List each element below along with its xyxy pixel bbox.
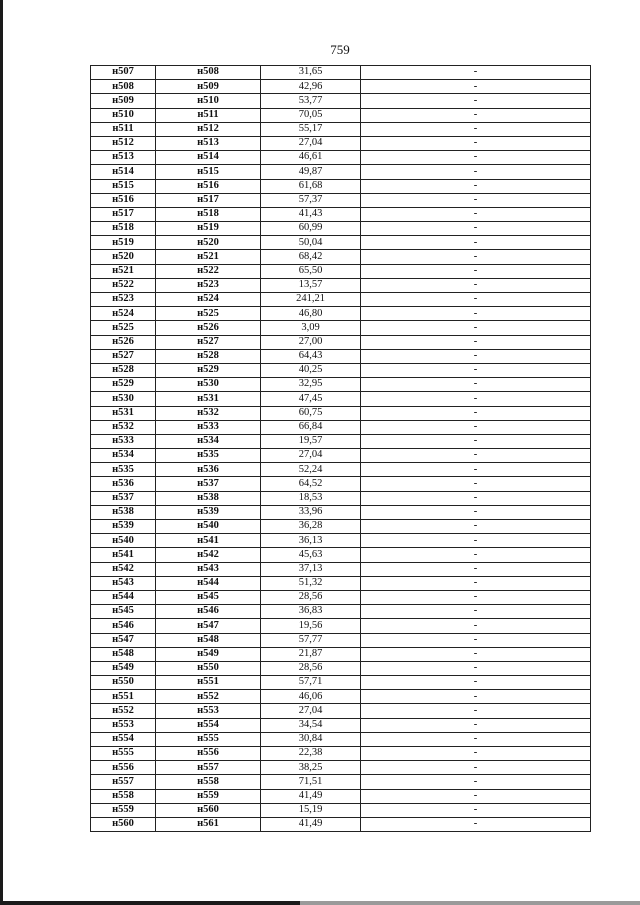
distance-cell: 19,57 [261,434,361,448]
note-cell: - [361,207,591,221]
to-point-cell: н540 [156,520,261,534]
distance-cell: 50,04 [261,236,361,250]
table-row [91,619,591,633]
table-row [91,420,591,434]
from-point-cell: н556 [91,761,156,775]
distance-cell: 46,61 [261,151,361,165]
from-point-cell: н558 [91,789,156,803]
note-cell: - [361,122,591,136]
to-point-cell: н549 [156,647,261,661]
note-cell: - [361,505,591,519]
to-point-cell: н515 [156,165,261,179]
to-point-cell: н543 [156,562,261,576]
from-point-cell: н560 [91,817,156,831]
from-point-cell: н511 [91,122,156,136]
from-point-cell: н525 [91,321,156,335]
table-row [91,576,591,590]
note-cell: - [361,449,591,463]
table-row [91,307,591,321]
note-cell: - [361,108,591,122]
distance-cell: 55,17 [261,122,361,136]
table-row [91,775,591,789]
from-point-cell: н559 [91,803,156,817]
distance-cell: 37,13 [261,562,361,576]
note-cell: - [361,264,591,278]
note-cell: - [361,534,591,548]
note-cell: - [361,463,591,477]
boundary-points-table [90,65,591,832]
from-point-cell: н543 [91,576,156,590]
from-point-cell: н539 [91,520,156,534]
note-cell: - [361,363,591,377]
note-cell: - [361,179,591,193]
distance-cell: 41,49 [261,817,361,831]
table-row [91,647,591,661]
from-point-cell: н550 [91,676,156,690]
to-point-cell: н519 [156,222,261,236]
table-row [91,718,591,732]
table-row [91,491,591,505]
note-cell: - [361,576,591,590]
table-row [91,108,591,122]
from-point-cell: н520 [91,250,156,264]
note-cell: - [361,803,591,817]
from-point-cell: н517 [91,207,156,221]
table-row [91,548,591,562]
distance-cell: 52,24 [261,463,361,477]
table-row [91,732,591,746]
to-point-cell: н553 [156,704,261,718]
to-point-cell: н528 [156,349,261,363]
distance-cell: 45,63 [261,548,361,562]
from-point-cell: н528 [91,363,156,377]
note-cell: - [361,775,591,789]
table-row [91,378,591,392]
from-point-cell: н555 [91,747,156,761]
to-point-cell: н513 [156,136,261,150]
to-point-cell: н532 [156,406,261,420]
note-cell: - [361,151,591,165]
from-point-cell: н534 [91,449,156,463]
from-point-cell: н536 [91,477,156,491]
table-row [91,690,591,704]
from-point-cell: н509 [91,94,156,108]
to-point-cell: н521 [156,250,261,264]
to-point-cell: н508 [156,66,261,80]
distance-cell: 57,37 [261,193,361,207]
to-point-cell: н531 [156,392,261,406]
distance-cell: 36,83 [261,605,361,619]
to-point-cell: н551 [156,676,261,690]
from-point-cell: н522 [91,278,156,292]
table-row [91,477,591,491]
to-point-cell: н548 [156,633,261,647]
to-point-cell: н541 [156,534,261,548]
distance-cell: 41,43 [261,207,361,221]
table-row [91,817,591,831]
note-cell: - [361,789,591,803]
distance-cell: 42,96 [261,80,361,94]
note-cell: - [361,222,591,236]
note-cell: - [361,278,591,292]
table-row [91,789,591,803]
note-cell: - [361,520,591,534]
distance-cell: 28,56 [261,590,361,604]
note-cell: - [361,633,591,647]
to-point-cell: н546 [156,605,261,619]
distance-cell: 27,04 [261,136,361,150]
from-point-cell: н519 [91,236,156,250]
to-point-cell: н535 [156,449,261,463]
note-cell: - [361,690,591,704]
distance-cell: 64,43 [261,349,361,363]
table-row [91,562,591,576]
from-point-cell: н523 [91,293,156,307]
table-row [91,136,591,150]
distance-cell: 60,75 [261,406,361,420]
from-point-cell: н541 [91,548,156,562]
table-row [91,463,591,477]
distance-cell: 46,06 [261,690,361,704]
note-cell: - [361,747,591,761]
to-point-cell: н536 [156,463,261,477]
to-point-cell: н523 [156,278,261,292]
from-point-cell: н531 [91,406,156,420]
distance-cell: 41,49 [261,789,361,803]
distance-cell: 27,04 [261,704,361,718]
distance-cell: 21,87 [261,647,361,661]
to-point-cell: н530 [156,378,261,392]
distance-cell: 70,05 [261,108,361,122]
to-point-cell: н547 [156,619,261,633]
distance-cell: 46,80 [261,307,361,321]
note-cell: - [361,491,591,505]
from-point-cell: н535 [91,463,156,477]
table-row [91,434,591,448]
table-row [91,335,591,349]
note-cell: - [361,250,591,264]
to-point-cell: н527 [156,335,261,349]
scan-bottom-edge-grey [300,901,640,905]
to-point-cell: н533 [156,420,261,434]
to-point-cell: н558 [156,775,261,789]
table-row [91,293,591,307]
table-row [91,605,591,619]
note-cell: - [361,434,591,448]
table-row [91,392,591,406]
table-row [91,179,591,193]
distance-cell: 22,38 [261,747,361,761]
note-cell: - [361,392,591,406]
distance-cell: 33,96 [261,505,361,519]
distance-cell: 13,57 [261,278,361,292]
table-row [91,193,591,207]
note-cell: - [361,335,591,349]
note-cell: - [361,321,591,335]
distance-cell: 61,68 [261,179,361,193]
to-point-cell: н517 [156,193,261,207]
table-row [91,264,591,278]
distance-cell: 47,45 [261,392,361,406]
table-row [91,207,591,221]
to-point-cell: н542 [156,548,261,562]
distance-cell: 57,71 [261,676,361,690]
from-point-cell: н540 [91,534,156,548]
table-row [91,236,591,250]
page-number: 759 [330,42,350,57]
table-row [91,661,591,675]
distance-cell: 38,25 [261,761,361,775]
to-point-cell: н537 [156,477,261,491]
from-point-cell: н538 [91,505,156,519]
note-cell: - [361,704,591,718]
distance-cell: 64,52 [261,477,361,491]
distance-cell: 241,21 [261,293,361,307]
distance-cell: 36,13 [261,534,361,548]
distance-cell: 27,04 [261,449,361,463]
from-point-cell: н521 [91,264,156,278]
distance-cell: 27,00 [261,335,361,349]
from-point-cell: н515 [91,179,156,193]
from-point-cell: н557 [91,775,156,789]
distance-cell: 18,53 [261,491,361,505]
note-cell: - [361,661,591,675]
distance-cell: 65,50 [261,264,361,278]
note-cell: - [361,817,591,831]
table-row [91,406,591,420]
table-body [91,66,591,832]
note-cell: - [361,718,591,732]
scan-left-edge [0,0,3,905]
distance-cell: 3,09 [261,321,361,335]
note-cell: - [361,420,591,434]
note-cell: - [361,378,591,392]
distance-cell: 71,51 [261,775,361,789]
from-point-cell: н542 [91,562,156,576]
distance-cell: 28,56 [261,661,361,675]
note-cell: - [361,732,591,746]
note-cell: - [361,307,591,321]
table-row [91,122,591,136]
to-point-cell: н516 [156,179,261,193]
table-row [91,165,591,179]
table-row [91,66,591,80]
note-cell: - [361,66,591,80]
to-point-cell: н561 [156,817,261,831]
to-point-cell: н552 [156,690,261,704]
from-point-cell: н544 [91,590,156,604]
to-point-cell: н555 [156,732,261,746]
to-point-cell: н526 [156,321,261,335]
from-point-cell: н545 [91,605,156,619]
to-point-cell: н509 [156,80,261,94]
table-row [91,449,591,463]
to-point-cell: н544 [156,576,261,590]
table-row [91,633,591,647]
to-point-cell: н514 [156,151,261,165]
note-cell: - [361,293,591,307]
to-point-cell: н545 [156,590,261,604]
note-cell: - [361,236,591,250]
to-point-cell: н512 [156,122,261,136]
from-point-cell: н552 [91,704,156,718]
table-row [91,250,591,264]
note-cell: - [361,406,591,420]
distance-cell: 68,42 [261,250,361,264]
from-point-cell: н513 [91,151,156,165]
to-point-cell: н554 [156,718,261,732]
to-point-cell: н510 [156,94,261,108]
distance-cell: 40,25 [261,363,361,377]
distance-cell: 51,32 [261,576,361,590]
from-point-cell: н507 [91,66,156,80]
from-point-cell: н529 [91,378,156,392]
distance-cell: 34,54 [261,718,361,732]
table-row [91,761,591,775]
table-row [91,747,591,761]
from-point-cell: н512 [91,136,156,150]
table-row [91,590,591,604]
note-cell: - [361,94,591,108]
to-point-cell: н560 [156,803,261,817]
from-point-cell: н537 [91,491,156,505]
note-cell: - [361,165,591,179]
note-cell: - [361,136,591,150]
from-point-cell: н510 [91,108,156,122]
to-point-cell: н524 [156,293,261,307]
note-cell: - [361,676,591,690]
distance-cell: 49,87 [261,165,361,179]
from-point-cell: н546 [91,619,156,633]
distance-cell: 30,84 [261,732,361,746]
table-row [91,80,591,94]
note-cell: - [361,647,591,661]
to-point-cell: н511 [156,108,261,122]
from-point-cell: н532 [91,420,156,434]
from-point-cell: н514 [91,165,156,179]
distance-cell: 32,95 [261,378,361,392]
distance-cell: 53,77 [261,94,361,108]
from-point-cell: н516 [91,193,156,207]
table-row [91,222,591,236]
note-cell: - [361,548,591,562]
to-point-cell: н518 [156,207,261,221]
table-row [91,321,591,335]
to-point-cell: н522 [156,264,261,278]
distance-cell: 19,56 [261,619,361,633]
table-row [91,676,591,690]
note-cell: - [361,562,591,576]
table-row [91,349,591,363]
table-row [91,803,591,817]
from-point-cell: н549 [91,661,156,675]
note-cell: - [361,605,591,619]
from-point-cell: н530 [91,392,156,406]
to-point-cell: н520 [156,236,261,250]
distance-cell: 66,84 [261,420,361,434]
to-point-cell: н559 [156,789,261,803]
note-cell: - [361,590,591,604]
from-point-cell: н526 [91,335,156,349]
note-cell: - [361,349,591,363]
to-point-cell: н538 [156,491,261,505]
to-point-cell: н556 [156,747,261,761]
distance-cell: 36,28 [261,520,361,534]
to-point-cell: н550 [156,661,261,675]
table-row [91,704,591,718]
note-cell: - [361,477,591,491]
from-point-cell: н533 [91,434,156,448]
to-point-cell: н539 [156,505,261,519]
distance-cell: 60,99 [261,222,361,236]
to-point-cell: н529 [156,363,261,377]
to-point-cell: н525 [156,307,261,321]
note-cell: - [361,80,591,94]
distance-cell: 57,77 [261,633,361,647]
distance-cell: 15,19 [261,803,361,817]
table-row [91,94,591,108]
distance-cell: 31,65 [261,66,361,80]
to-point-cell: н557 [156,761,261,775]
table-row [91,151,591,165]
table-row [91,505,591,519]
from-point-cell: н547 [91,633,156,647]
table-row [91,363,591,377]
from-point-cell: н553 [91,718,156,732]
table-row [91,534,591,548]
from-point-cell: н508 [91,80,156,94]
table-row [91,278,591,292]
from-point-cell: н527 [91,349,156,363]
from-point-cell: н524 [91,307,156,321]
note-cell: - [361,193,591,207]
to-point-cell: н534 [156,434,261,448]
note-cell: - [361,619,591,633]
from-point-cell: н548 [91,647,156,661]
note-cell: - [361,761,591,775]
from-point-cell: н518 [91,222,156,236]
from-point-cell: н554 [91,732,156,746]
table-row [91,520,591,534]
from-point-cell: н551 [91,690,156,704]
